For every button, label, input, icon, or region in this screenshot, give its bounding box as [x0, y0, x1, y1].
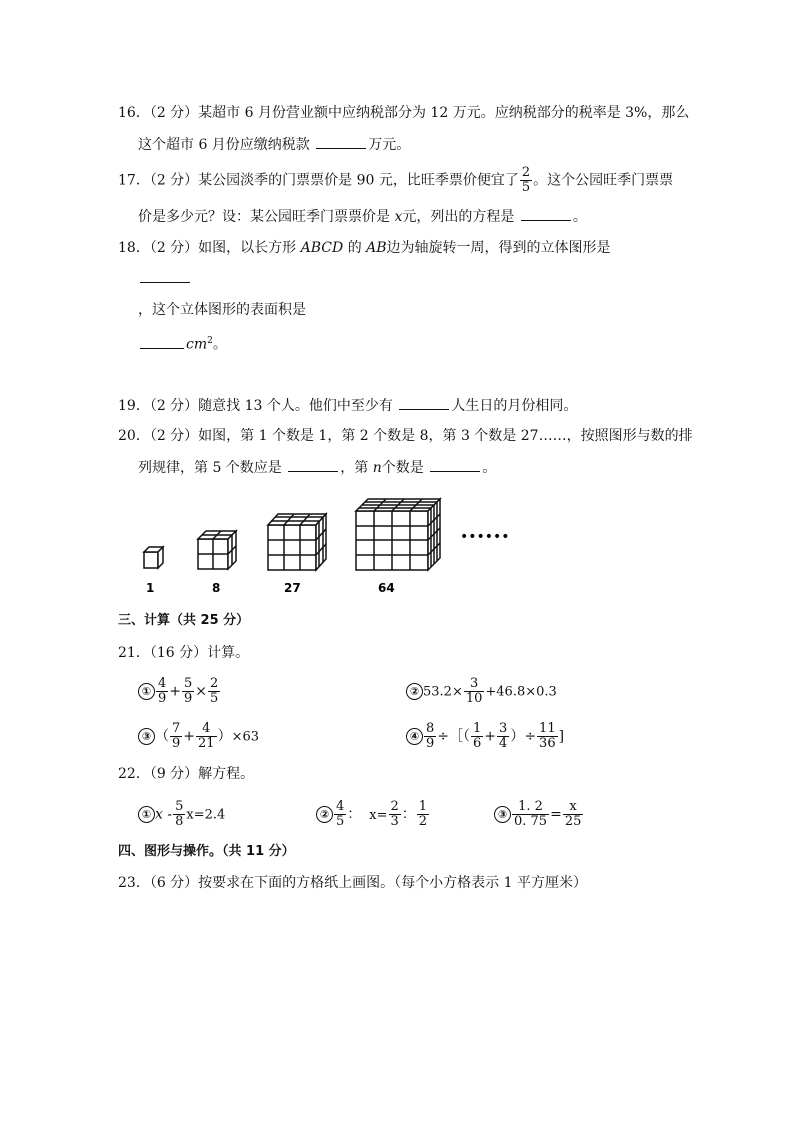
- unit-exponent: 2: [207, 336, 213, 346]
- answer-blank[interactable]: [521, 206, 571, 221]
- q18-text-end: 边为轴旋转一周，得到的立体图形是: [386, 240, 611, 256]
- q19-text-end: 人生日的月份相同。: [451, 398, 578, 414]
- q18-line2: [138, 268, 192, 289]
- q21-expr-3: ③ （ $\frac{7}{9}$ + $\frac{4}{21}$ ）×63: [138, 722, 259, 751]
- section-3-heading: 三、计算（共 25 分）: [118, 613, 250, 628]
- q17-text: 17．（2 分）某公园淡季的门票票价是 90 元，比旺季票价便宜了: [118, 172, 519, 189]
- answer-blank[interactable]: [288, 457, 338, 472]
- q18-line1: [118, 238, 611, 258]
- q20-line1: 20．（2 分）如图，第 1 个数是 1，第 2 个数是 8，第 3 个数是 27……，按照图形与数的排: [118, 428, 693, 444]
- q21-expr-1: ① $\frac{4}{9}$ + $\frac{5}{9}$ × $\frac{2}{5}$: [138, 677, 221, 706]
- q20-text2: ，第: [340, 460, 369, 476]
- q22-eq-2: ② $\frac{4}{5}$ ： x= $\frac{2}{3}$ ： $\frac{1}{2}$: [316, 800, 430, 829]
- q18-line3: ，这个立体图形的表面积是: [138, 302, 306, 318]
- answer-blank[interactable]: [430, 457, 480, 472]
- cube-2: [198, 531, 236, 569]
- cube-label-1: 1: [146, 581, 155, 595]
- q22-title: 22．（9 分）解方程。: [118, 766, 255, 782]
- q20-line2: [138, 457, 496, 478]
- q16-line2: [138, 134, 410, 155]
- ellipsis: ••••••: [460, 529, 510, 545]
- q17-text-end: 。这个公园旺季门票票: [533, 172, 674, 189]
- q16-text: 这个超市 6 月份应缴纳税款: [138, 137, 310, 153]
- answer-blank[interactable]: [399, 395, 449, 410]
- q17-line1: [118, 166, 673, 195]
- q16-text-end: 万元。: [368, 137, 411, 153]
- q22-eq-1: ① x - $\frac{5}{8}$ x=2.4: [138, 800, 225, 829]
- cube-label-2: 8: [212, 581, 221, 595]
- q20-end: 。: [482, 460, 497, 476]
- q16-line1: 16．（2 分）某超市 6 月份营业额中应纳税部分为 12 万元。应纳税部分的税率是 3%，那么: [118, 105, 690, 121]
- q19-line: [118, 395, 577, 416]
- variable-n: n: [372, 460, 382, 476]
- q17-text2: 价是多少元？设：某公园旺季门票票价是: [138, 209, 390, 225]
- q18-text-mid: 的: [347, 240, 362, 256]
- cube-label-3: 27: [284, 581, 301, 595]
- unit: cm: [186, 336, 208, 353]
- cube-3: [268, 514, 326, 570]
- cube-1: [144, 547, 163, 568]
- q20-text3: 个数是: [381, 460, 424, 476]
- cube-sequence-figure: [134, 488, 510, 598]
- side-label: AB: [366, 240, 387, 256]
- q21-expr-2: ② 53.2× $\frac{3}{10}$ +46.8×0.3: [406, 677, 557, 706]
- q22-eq-3: ③ $\frac{1. 2}{0. 75}$ = $\frac{x}{25}$: [494, 800, 584, 829]
- rect-label: ABCD: [300, 240, 344, 256]
- q18-line4: [138, 331, 227, 355]
- q18-end: 。: [212, 336, 227, 353]
- q18-text: 18．（2 分）如图，以长方形: [118, 240, 297, 256]
- q17-text-end2: 。: [572, 209, 587, 225]
- answer-blank[interactable]: [140, 334, 184, 349]
- q21-title: 21．（16 分）计算。: [118, 645, 250, 661]
- q19-text: 19．（2 分）随意找 13 个人。他们中至少有: [118, 398, 393, 414]
- answer-blank[interactable]: [140, 268, 190, 283]
- cube-4: [356, 499, 440, 570]
- cube-label-4: 64: [378, 581, 395, 595]
- q23-line: 23．（6 分）按要求在下面的方格纸上画图。（每个小方格表示 1 平方厘米）: [118, 875, 587, 891]
- q17-text3: 元，列出的方程是: [402, 209, 515, 225]
- fraction: $\frac{2}{5}$: [521, 165, 531, 195]
- q21-expr-4: ④ $\frac{8}{9}$ ÷［（ $\frac{1}{6}$ + $\frac{3}{4}$ ）÷ $\frac{11}{36}$ ]: [406, 722, 564, 751]
- q20-text: 列规律，第 5 个数应是: [138, 460, 282, 476]
- q17-line2: [138, 206, 587, 227]
- section-4-heading: 四、图形与操作。（共 11 分）: [118, 844, 295, 859]
- answer-blank[interactable]: [316, 134, 366, 149]
- variable: x: [394, 209, 403, 225]
